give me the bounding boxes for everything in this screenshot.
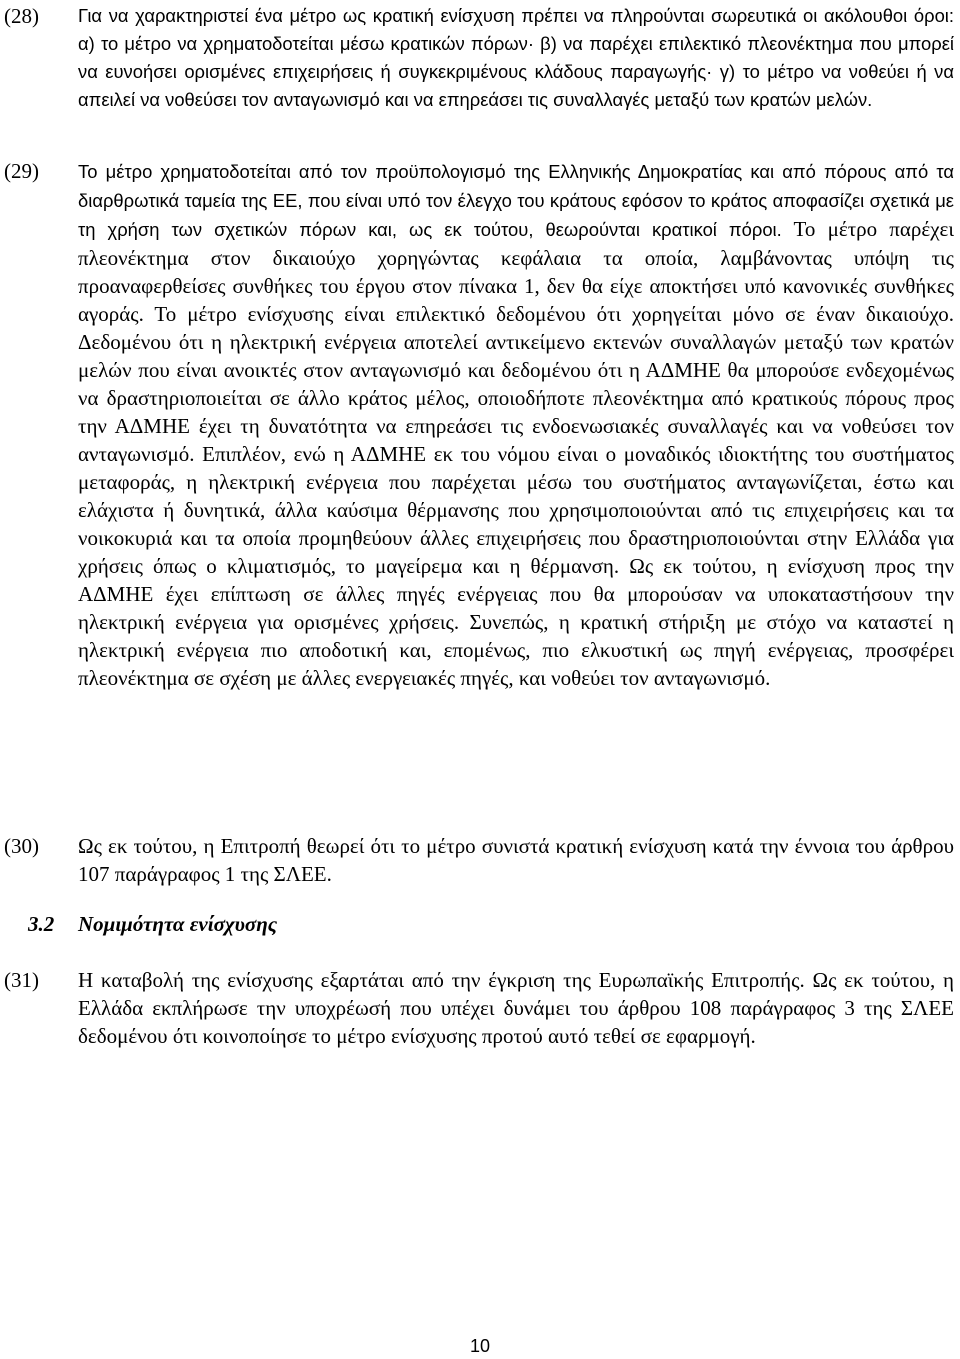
paragraph-31 — [0, 966, 960, 1078]
paragraph-text: Η καταβολή της ενίσχυσης εξαρτάται από την έγκριση της Ευρωπαϊκής Επιτροπής. Ως εκ τούτου, η Ελλάδα εκπλήρωσε την υποχρέωσή που υπέχει δυνάμει του άρθρου 108 παράγραφος 3 της ΣΛΕΕ δεδομένου ότι κοινοποίησε το μέτρο ενίσχυσης προτού αυτό τεθεί σε εφαρμογή. — [78, 968, 954, 1048]
paragraph-number: (31) — [4, 968, 39, 992]
paragraph-text-part-a: Το μέτρο χρηματοδοτείται από τον προϋπολογισμό της Ελληνικής Δημοκρατίας και από πόρους από τα διαρθρωτικά ταμεία της ΕΕ, που είναι υπό τον έλεγχο του κράτους εφόσον το κράτος αποφασίζει σχετικά με τη χρήση των σχετικών πόρων και, ως εκ τούτου, θεωρούνται κρατικοί πόροι. — [78, 161, 954, 240]
paragraph-text: Για να χαρακτηριστεί ένα μέτρο ως κρατική ενίσχυση πρέπει να πληρούνται σωρευτικά οι ακόλουθοι όροι: α) το μέτρο να χρηματοδοτείται μέσω κρατικών πόρων· β) να παρέχει επιλεκτικό πλεονέκτημα που μπορεί να ευνοήσει ορισμένες επιχειρήσεις ή συγκεκριμένους κλάδους παραγωγής· γ) το μέτρο να νοθεύει ή να απειλεί να νοθεύσει τον ανταγωνισμό και να επηρεάσει τις συναλλαγές μεταξύ των κρατών μελών. — [78, 5, 954, 110]
paragraph-text-part-b: Το μέτρο παρέχει πλεονέκτημα στον δικαιούχο χορηγώντας κεφάλαια τα οποία, λαμβάνοντας υπόψη τις προαναφερθείσες συνθήκες του έργου στον πίνακα 1, δεν θα είχε αποκτήσει υπό κανονικές συνθήκες αγοράς. Το μέτρο ενίσχυσης είναι επιλεκτικό δεδομένου ότι χορηγείται μόνο σε έναν δικαιούχο. Δεδομένου ότι η ηλεκτρική ενέργεια αποτελεί αντικείμενο εκτενών συναλλαγών μεταξύ των κρατών μελών που είναι ανοικτές στον ανταγωνισμό και δεδομένου ότι η ΑΔΜΗΕ θα μπορούσε ενδεχομένως να δραστηριοποιείται σε άλλο κράτος μέλος, οποιοδήποτε πλεονέκτημα από κρατικούς πόρους προς την ΑΔΜΗΕ έχει τη δυνατότητα να επηρεάσει τις ενδοενωσιακές συναλλαγές και να νοθεύσει τον ανταγωνισμό. Επιπλέον, ενώ η ΑΔΜΗΕ εκ του νόμου είναι ο μοναδικός ιδιοκτήτης του συστήματος μεταφοράς, η ηλεκτρική ενέργεια που παρέχεται μέσω του συστήματος ανταγωνίζεται, έστω και ελάχιστα ή δυνητικά, άλλα καύσιμα θέρμανσης που χρησιμοποιούνται από τις επιχειρήσεις και τα νοικοκυριά και τα οποία προμηθεύουν άλλες επιχειρήσεις που δραστηριοποιούνται στην Ελλάδα για χρήσεις όπως ο κλιματισμός, το μαγείρεμα και η θέρμανση. Ως εκ τούτου, η ενίσχυση προς την ΑΔΜΗΕ έχει επίπτωση σε άλλες πηγές ενέργειας που θα μπορούσαν να υποκαταστήσουν την ηλεκτρική ενέργεια για ορισμένες χρήσεις. Συνεπώς, η κρατική στήριξη με στόχο να καταστεί η ηλεκτρική ενέργεια πιο αποδοτική και, επομένως, πιο ελκυστική ως πηγή ενέργειας, προσφέρει πλεονέκτημα σε σχέση με άλλες ενεργειακές πηγές, και νοθεύει τον ανταγωνισμό. — [78, 217, 954, 690]
paragraph-number: (30) — [4, 834, 39, 858]
paragraph-30 — [0, 832, 960, 888]
paragraph-number: (29) — [4, 159, 39, 183]
paragraph-number: (28) — [4, 4, 39, 28]
section-number: 3.2 — [28, 912, 55, 936]
page-number: 10 — [469, 1336, 491, 1356]
paragraph-28 — [0, 2, 960, 142]
paragraph-text — [78, 157, 954, 692]
section-heading — [0, 912, 960, 942]
section-title: Νομιμότητα ενίσχυσης — [78, 912, 278, 936]
paragraph-29 — [0, 157, 960, 837]
paragraph-text: Ως εκ τούτου, η Επιτροπή θεωρεί ότι το μέτρο συνιστά κρατική ενίσχυση κατά την έννοια του άρθρου 107 παράγραφος 1 της ΣΛΕΕ. — [78, 834, 954, 886]
